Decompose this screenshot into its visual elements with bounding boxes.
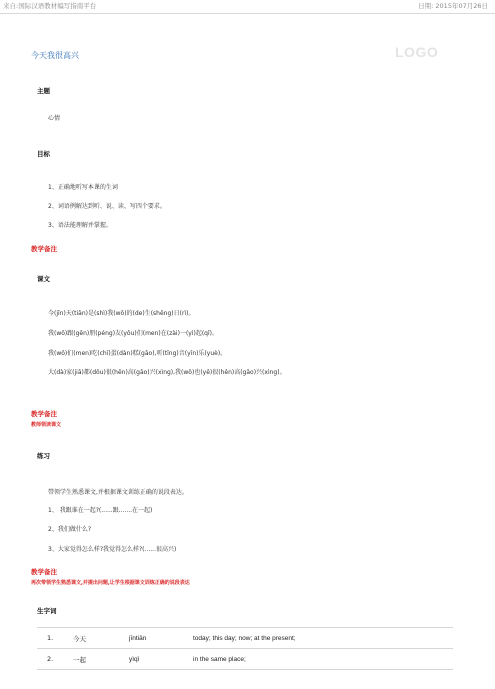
table-row xyxy=(37,628,453,649)
practice-item: 2、我们做什么? xyxy=(48,526,92,533)
vocab-num: 1. xyxy=(37,628,73,649)
practice-intro: 带领学生熟悉课文,并根据课文训练正确的说段表达。 xyxy=(48,489,188,496)
text-line: 我(wǒ)们(men)吃(chī)蛋(dàn)糕(gāo),听(tīng)音(yīn)乐(yuè)。 xyxy=(48,350,227,357)
vocab-pinyin: jīntiān xyxy=(129,628,193,649)
vocab-num: 2. xyxy=(37,649,73,670)
practice-item: 3、大家觉得怎么样?我觉得怎么样?(......很高兴) xyxy=(48,546,177,553)
teaching-note-heading: 教学备注 xyxy=(31,245,57,253)
teaching-note-heading: 教学备注 xyxy=(31,568,57,576)
text-line: 大(dà)家(jiā)都(dōu)很(hěn)高(gāo)兴(xìng),我(wǒ)也(yě)很(hěn)高(gāo)兴(xìng)。 xyxy=(48,369,286,376)
table-row xyxy=(37,649,453,670)
text-line: 我(wǒ)跟(gēn)朋(péng)友(yǒu)们(men)在(zài)一(yì)起(qǐ)。 xyxy=(48,330,218,337)
theme-value: 心情 xyxy=(48,115,61,122)
date-label: 日期: 2015年07月26日 xyxy=(418,2,488,10)
teaching-note-text: 再次带领学生熟悉课文,并提出问题,让学生根据课文训练正确的说段表达 xyxy=(31,580,190,586)
page-title: 今天我很高兴 xyxy=(31,51,79,60)
source-label: 来自:国际汉语教材编写指南平台 xyxy=(3,2,97,10)
goals-heading: 目标 xyxy=(37,150,50,158)
vocab-definition: today; this day; now; at the present; xyxy=(193,628,453,649)
vocab-word: 今天 xyxy=(73,628,129,649)
vocab-heading: 生字词 xyxy=(37,607,57,615)
logo: LOGO xyxy=(395,44,439,60)
text-line: 今(jīn)天(tiān)是(shì)我(wǒ)的(de)生(shēng)日(rì)。 xyxy=(48,310,195,317)
vocab-table xyxy=(37,627,453,670)
goal-item: 2、词语例解达到听、说、读、写四个要求。 xyxy=(48,203,166,210)
practice-heading: 练习 xyxy=(37,452,50,460)
teaching-note-heading: 教学备注 xyxy=(31,410,57,418)
vocab-definition: in the same place; xyxy=(193,649,453,670)
teaching-note-text: 教师领读课文 xyxy=(31,422,62,428)
text-heading: 课文 xyxy=(37,275,50,283)
goal-item: 3、语法能理解并掌握。 xyxy=(48,222,112,229)
vocab-pinyin: yìqǐ xyxy=(129,649,193,670)
theme-heading: 主题 xyxy=(37,87,50,95)
page-header xyxy=(0,0,495,14)
goal-item: 1、正确地听写本课的生词 xyxy=(48,184,118,191)
practice-item: 1、 我跟谁在一起?(......跟.......在一起) xyxy=(48,507,153,514)
vocab-word: 一起 xyxy=(73,649,129,670)
